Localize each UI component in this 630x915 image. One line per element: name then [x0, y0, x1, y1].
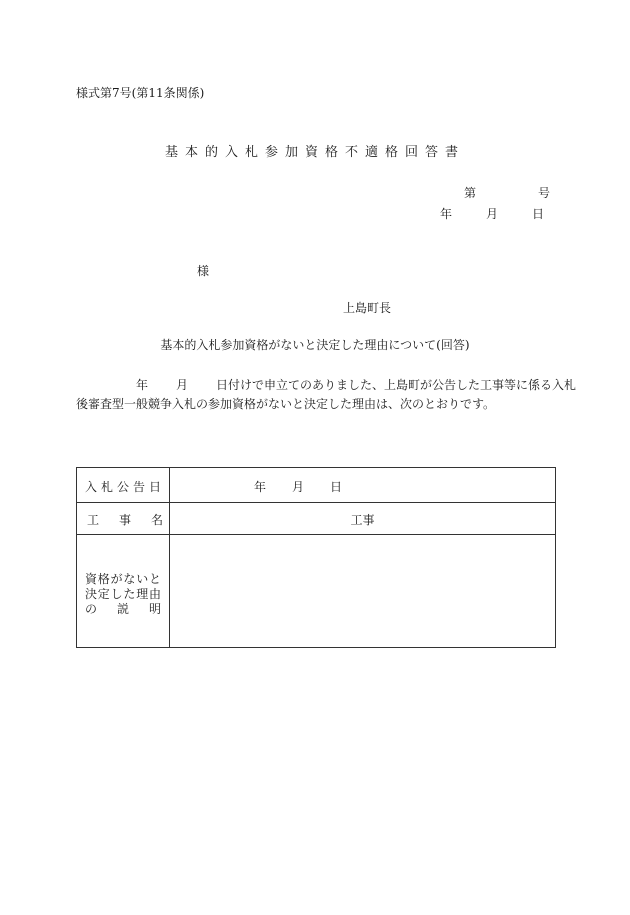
- label-announcement-date: [77, 468, 170, 502]
- ref-dai: 第: [464, 186, 477, 200]
- label-line: [85, 600, 161, 617]
- label-char: 定: [97, 587, 110, 601]
- addressee-honorific: 様: [197, 264, 210, 278]
- body-line-2: 後審査型一般競争入札の参加資格がないと決定した理由は、次のとおりです。: [76, 397, 496, 411]
- announce-year: 年: [254, 480, 267, 494]
- table-row-reason: [77, 534, 555, 647]
- ref-gou: 号: [538, 186, 551, 200]
- label-line: [87, 511, 163, 528]
- label-char: 告: [132, 480, 145, 494]
- issue-date: [440, 205, 544, 222]
- label-char: し: [110, 587, 123, 601]
- label-char: 事: [118, 513, 131, 527]
- value-reason: [170, 534, 555, 647]
- label-char: な: [123, 572, 136, 586]
- label-char: 明: [148, 602, 161, 616]
- body-month: 月: [176, 378, 189, 392]
- label-reason: [77, 534, 170, 647]
- label-char: 入: [85, 480, 98, 494]
- label-char: 資: [85, 572, 98, 586]
- label-char: 由: [148, 587, 161, 601]
- date-month: 月: [486, 207, 499, 221]
- body-year: 年: [136, 378, 149, 392]
- date-year: 年: [440, 207, 453, 221]
- label-char: 説: [116, 602, 129, 616]
- form-number: 様式第7号(第11条関係): [76, 86, 205, 100]
- label-char: が: [110, 572, 123, 586]
- announcement-date-fields: [254, 478, 342, 495]
- body-line-1: [136, 376, 576, 393]
- label-char: と: [148, 572, 161, 586]
- label-project-name: [77, 502, 170, 534]
- label-line: [85, 478, 161, 495]
- project-name-text: 工事: [350, 513, 375, 527]
- reference-number: [464, 184, 550, 201]
- announce-month: 月: [292, 480, 305, 494]
- label-char: 札: [100, 480, 113, 494]
- label-char: 日: [148, 480, 161, 494]
- announce-day: 日: [330, 480, 343, 494]
- label-char: 決: [85, 587, 98, 601]
- label-char: た: [123, 587, 136, 601]
- sender-name: 上島町長: [343, 301, 392, 315]
- value-announcement-date: [170, 468, 555, 502]
- details-table: [76, 467, 556, 648]
- label-char: 格: [97, 572, 110, 586]
- subject-line: 基本的入札参加資格がないと決定した理由について(回答): [160, 338, 470, 352]
- value-project-name: [170, 502, 555, 534]
- document-title: 基本的入札参加資格不適格回答書: [164, 145, 465, 160]
- label-char: い: [136, 572, 149, 586]
- label-char: 名: [150, 513, 163, 527]
- label-char: 公: [116, 480, 129, 494]
- label-char: 工: [87, 513, 100, 527]
- label-char: 理: [136, 587, 149, 601]
- body-line-1-text: 日付けで申立てのありました、上島町が公告した工事等に係る入札: [216, 378, 577, 392]
- table-row-announcement-date: [77, 468, 555, 503]
- date-day: 日: [532, 207, 545, 221]
- table-row-project-name: [77, 502, 555, 535]
- label-char: の: [85, 602, 98, 616]
